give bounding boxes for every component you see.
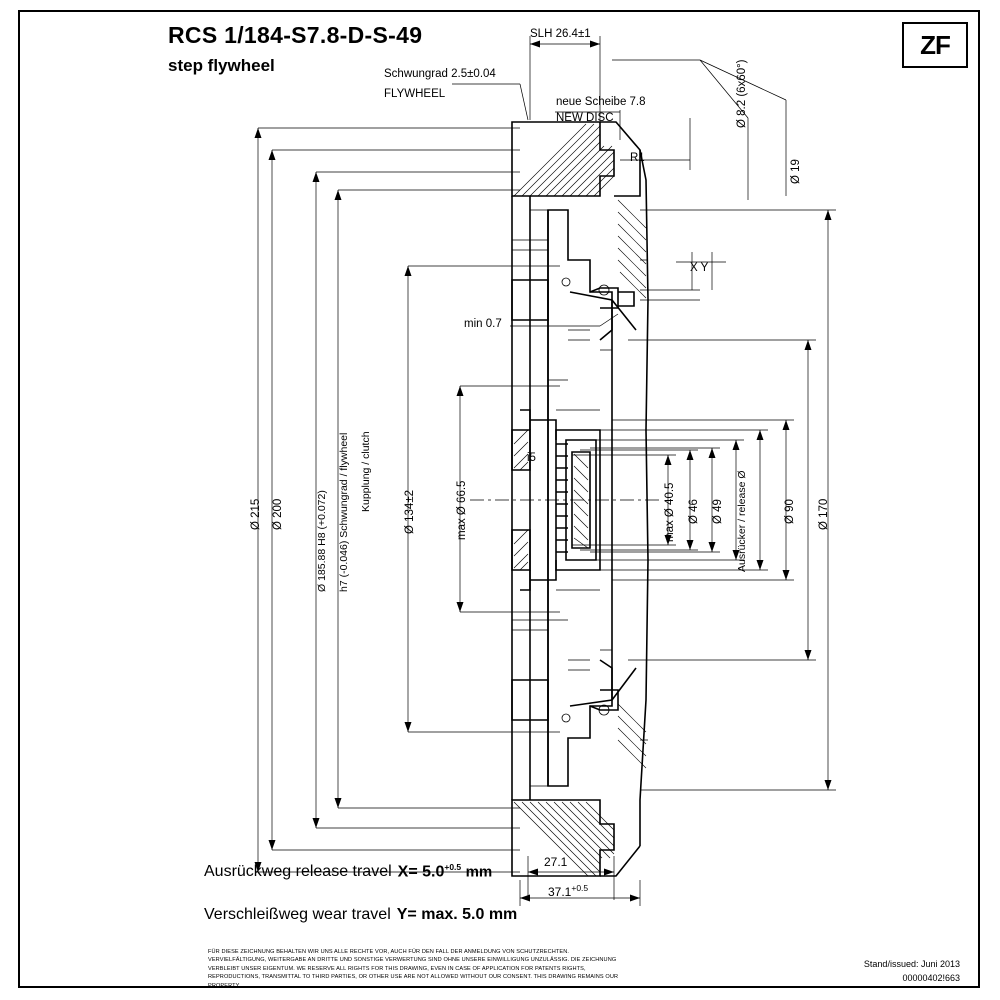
annotation-xy: X Y xyxy=(690,262,709,274)
annotation-hole-8-2: Ø 8.2 (6x60°) xyxy=(736,59,748,128)
issue-date: Stand/issued: Juni 2013 xyxy=(863,959,960,969)
annotation-flywheel-en: FLYWHEEL xyxy=(384,88,446,100)
annotation-flywheel-tolerance: Schwungrad 2.5±0.04 xyxy=(384,68,496,80)
annotation-min-07: min 0.7 xyxy=(464,318,502,330)
wear-travel-value: = max. 5.0 mm xyxy=(407,906,518,924)
annotation-dia-185-88: Ø 185.88 H8 (+0.072) xyxy=(316,490,328,592)
release-travel-label-en: release travel xyxy=(295,863,392,881)
annotation-max-40-5: max Ø 40.5 xyxy=(664,482,676,542)
annotation-dim-37-1: $37.1^{+0.5}$ xyxy=(548,883,589,899)
release-travel-value: = 5.0 xyxy=(408,863,445,881)
annotation-dia-19: Ø 19 xyxy=(790,159,802,184)
wear-travel-symbol: Y xyxy=(396,906,408,924)
annotation-new-disc-en: NEW DISC xyxy=(556,112,614,124)
annotation-dia-215: Ø 215 xyxy=(250,498,262,530)
release-travel-label-de: Ausrückweg xyxy=(204,863,292,881)
wear-travel-label-en: wear travel xyxy=(312,906,391,923)
annotation-h7-flywheel: h7 (-0.046) Schwungrad / flywheel xyxy=(338,432,350,592)
annotation-dim-27-1: 27.1 xyxy=(544,855,568,869)
release-travel-symbol: X xyxy=(397,863,409,881)
wear-travel-label-de: Verschleißweg xyxy=(204,906,309,923)
annotation-dia-134: Ø 134±2 xyxy=(404,489,416,534)
annotation-dia-46: Ø 46 xyxy=(688,499,700,524)
annotation-dia-200: Ø 200 xyxy=(272,498,284,530)
release-travel-unit: mm xyxy=(465,863,493,881)
legal-notice: FÜR DIESE ZEICHNUNG BEHALTEN WIR UNS ALLE RECHTE VOR, AUCH FÜR DEN FALL DER ANMELDUNG VON SCHUTZRECHTEN. VERVIELFÄLTIGUNG, WEITERGABE AN DRITTE UND SONSTIGE VERWERTUNG SIND OHNE UNSERE EINWILLIGUNG UNZULÄSSIG. DIE ZEICHNUNG VERBLEIBT UNSER EIGENTUM. WE RESERVE ALL RIGHTS FOR THIS DRAWING, EVEN IN CASE OF APPLICATION FOR PATENTS RIGHTS, REPRODUCTIONS, TRANSMITTAL TO THIRD PARTIES, OR OTHER USE ARE NOT ALLOWED WITHOUT OUR CONSENT. THIS DRAWING REMAINS OUR PROPERTY. xyxy=(208,949,619,989)
annotation-dia-90: Ø 90 xyxy=(784,499,796,524)
annotation-slh: SLH 26.4±1 xyxy=(530,28,591,40)
drawing-number: 00000402!663 xyxy=(902,972,960,983)
wear-travel-spec xyxy=(204,906,517,924)
annotation-new-disc-de: neue Scheibe 7.8 xyxy=(556,96,646,108)
annotation-r1: R1 xyxy=(630,152,645,164)
page-title: RCS 1/184-S7.8-D-S-49 xyxy=(168,22,423,48)
annotation-max-66-5: max Ø 66.5 xyxy=(456,480,468,540)
annotation-kupplung-clutch: Kupplung / clutch xyxy=(360,431,372,512)
annotation-i5: i5 xyxy=(527,452,536,464)
zf-logo: ZF xyxy=(902,22,968,68)
page-subtitle: step flywheel xyxy=(168,56,275,75)
release-travel-spec xyxy=(204,862,492,881)
release-travel-tolerance: +0.5 xyxy=(444,862,462,872)
annotation-dia-170: Ø 170 xyxy=(818,498,830,530)
annotation-ausruecker-release: Ausrücker / release Ø xyxy=(736,470,748,572)
annotation-dia-49: Ø 49 xyxy=(712,499,724,524)
issue-info xyxy=(864,958,960,985)
